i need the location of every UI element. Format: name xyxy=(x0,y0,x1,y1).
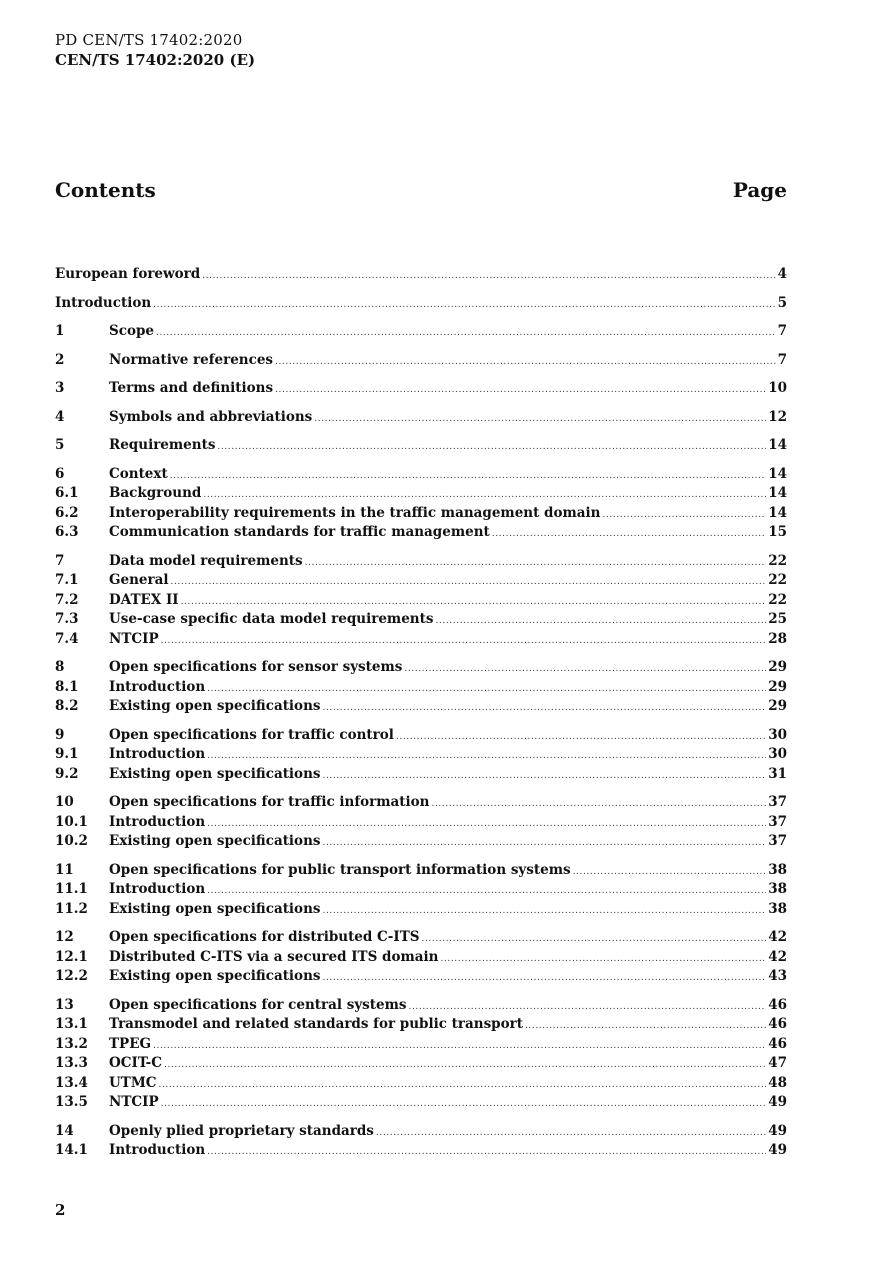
toc-entry[interactable] xyxy=(55,553,787,573)
toc-entry-title: Symbols and abbreviations xyxy=(109,408,313,425)
toc-entry[interactable] xyxy=(55,466,787,486)
toc-entry-number: 6.2 xyxy=(55,504,79,521)
toc-entry-number: 13.5 xyxy=(55,1094,88,1110)
toc-entry-title: Open specifications for distributed C-ITS xyxy=(109,929,420,945)
toc-leader-dots xyxy=(202,271,775,281)
toc-entry-title: Data model requirements xyxy=(109,552,303,569)
toc-entry-page: 25 xyxy=(768,611,787,627)
toc-leader-dots xyxy=(164,1060,766,1070)
toc-entry-number: 9.1 xyxy=(55,746,79,762)
toc-leader-dots xyxy=(207,1147,766,1157)
toc-entry-title: Introduction xyxy=(109,746,206,762)
toc-entry-title: Use-case specific data model requirements xyxy=(109,611,434,627)
toc-entry-number: 8 xyxy=(55,659,65,675)
toc-entry-number: 9 xyxy=(55,726,65,743)
toc-leader-dots xyxy=(181,597,767,607)
toc-leader-dots xyxy=(161,1099,767,1109)
toc-entry-page: 22 xyxy=(768,591,787,608)
toc-entry-number: 11.2 xyxy=(55,900,88,917)
toc-entry-title: Existing open specifications xyxy=(109,765,321,782)
toc-entry-page: 47 xyxy=(768,1055,787,1071)
toc-leader-dots xyxy=(159,1080,767,1090)
toc-entry-number: 5 xyxy=(55,437,65,453)
toc-leader-dots xyxy=(525,1021,766,1031)
toc-leader-dots xyxy=(305,558,767,568)
toc-entry-title: NTCIP xyxy=(109,630,159,647)
toc-leader-dots xyxy=(322,703,766,713)
toc-leader-dots xyxy=(275,385,766,395)
toc-leader-dots xyxy=(171,577,767,587)
toc-entry[interactable] xyxy=(55,679,787,699)
toc-entry-page: 38 xyxy=(768,881,787,897)
toc-entry-number: 13.3 xyxy=(55,1055,88,1071)
toc-entry-number: 6 xyxy=(55,465,65,482)
toc-entry[interactable] xyxy=(55,1016,787,1036)
toc-entry-title: Open specifications for sensor systems xyxy=(109,659,403,675)
toc-entry-page: 49 xyxy=(768,1122,787,1139)
toc-entry-page: 29 xyxy=(768,659,787,675)
toc-entry[interactable] xyxy=(55,766,787,786)
toc-entry[interactable] xyxy=(55,352,787,372)
toc-entry-title: Open specifications for central systems xyxy=(109,996,407,1013)
toc-leader-dots xyxy=(207,886,766,896)
toc-entry-page: 49 xyxy=(768,1142,787,1158)
toc-entry-page: 37 xyxy=(768,813,787,830)
toc-entry-page: 38 xyxy=(768,900,787,917)
toc-entry-number: 8.2 xyxy=(55,698,79,714)
toc-entry[interactable] xyxy=(55,794,787,814)
toc-leader-dots xyxy=(314,414,766,424)
toc-entry-number: 13.1 xyxy=(55,1016,88,1032)
toc-entry[interactable] xyxy=(55,631,787,651)
toc-entry-title: Existing open specifications xyxy=(109,900,321,917)
toc-entry-title: Existing open specifications xyxy=(109,968,321,984)
toc-entry-page: 30 xyxy=(768,746,787,762)
toc-entry-page: 12 xyxy=(768,408,787,425)
toc-leader-dots xyxy=(275,357,776,367)
toc-entry-title: Open specifications for traffic information xyxy=(109,794,430,810)
document-id-english: CEN/TS 17402:2020 (E) xyxy=(55,51,256,69)
toc-entry-page: 22 xyxy=(768,552,787,569)
toc-leader-dots xyxy=(404,664,766,674)
toc-entry[interactable] xyxy=(55,611,787,631)
toc-entry-page: 38 xyxy=(768,861,787,878)
toc-entry-title: Transmodel and related standards for public transport xyxy=(109,1016,523,1032)
toc-leader-dots xyxy=(408,1002,766,1012)
toc-entry-number: 14 xyxy=(55,1122,74,1139)
toc-entry[interactable] xyxy=(55,1142,787,1162)
toc-entry-page: 37 xyxy=(768,833,787,849)
toc-entry[interactable] xyxy=(55,485,787,505)
toc-entry[interactable] xyxy=(55,572,787,592)
toc-entry-page: 49 xyxy=(768,1094,787,1110)
toc-entry-title: UTMC xyxy=(109,1074,157,1091)
toc-entry-title: Open specifications for public transport information systems xyxy=(109,861,571,878)
toc-entry-page: 14 xyxy=(768,485,787,501)
toc-entry-title: Openly plied proprietary standards xyxy=(109,1122,374,1139)
toc-entry-page: 42 xyxy=(768,929,787,945)
toc-leader-dots xyxy=(322,838,766,848)
toc-entry[interactable] xyxy=(55,505,787,525)
toc-entry-title: Existing open specifications xyxy=(109,698,321,714)
toc-entry-number: 12 xyxy=(55,929,74,945)
toc-entry-number: 7.4 xyxy=(55,630,79,647)
toc-entry-title: General xyxy=(109,572,169,588)
toc-entry-number: 9.2 xyxy=(55,765,79,782)
toc-leader-dots xyxy=(573,867,767,877)
toc-entry-page: 42 xyxy=(768,948,787,965)
toc-entry-page: 37 xyxy=(768,794,787,810)
toc-entry[interactable] xyxy=(55,727,787,747)
toc-entry[interactable] xyxy=(55,901,787,921)
toc-entry[interactable] xyxy=(55,1075,787,1095)
toc-entry-title: Open specifications for traffic control xyxy=(109,726,394,743)
toc-entry-page: 30 xyxy=(768,726,787,743)
toc-entry-page: 14 xyxy=(768,504,787,521)
toc-entry[interactable] xyxy=(55,929,787,949)
toc-entry[interactable] xyxy=(55,592,787,612)
toc-entry-number: 13.4 xyxy=(55,1074,88,1091)
toc-entry[interactable] xyxy=(55,1055,787,1075)
toc-entry-number: 10 xyxy=(55,794,74,810)
toc-entry-number: 11.1 xyxy=(55,881,88,897)
toc-entry[interactable] xyxy=(55,266,787,286)
toc-entry[interactable] xyxy=(55,949,787,969)
toc-entry[interactable] xyxy=(55,323,787,343)
toc-entry-page: 10 xyxy=(768,380,787,396)
toc-entry-number: 7.1 xyxy=(55,572,79,588)
toc-entry-page: 46 xyxy=(768,1035,787,1052)
toc-entry-title: Background xyxy=(109,485,202,501)
toc-entry-title: Communication standards for traffic management xyxy=(109,524,490,540)
toc-entry-page: 31 xyxy=(768,765,787,782)
toc-leader-dots xyxy=(376,1128,766,1138)
toc-entry-page: 22 xyxy=(768,572,787,588)
toc-entry[interactable] xyxy=(55,380,787,400)
toc-entry-page: 29 xyxy=(768,678,787,695)
contents-heading-row xyxy=(55,178,787,202)
toc-entry[interactable] xyxy=(55,1094,787,1114)
toc-entry[interactable] xyxy=(55,968,787,988)
toc-entry-number: 14.1 xyxy=(55,1142,88,1158)
toc-entry-title: European foreword xyxy=(55,266,201,282)
toc-entry-page: 7 xyxy=(777,323,787,339)
toc-entry-page: 7 xyxy=(777,351,787,368)
toc-leader-dots xyxy=(161,636,767,646)
toc-entry[interactable] xyxy=(55,997,787,1017)
toc-entry[interactable] xyxy=(55,409,787,429)
toc-entry-title: Introduction xyxy=(109,678,206,695)
toc-entry-page: 28 xyxy=(768,630,787,647)
toc-entry-title: TPEG xyxy=(109,1035,152,1052)
toc-entry[interactable] xyxy=(55,746,787,766)
toc-entry-title: Introduction xyxy=(109,1142,206,1158)
toc-entry[interactable] xyxy=(55,881,787,901)
toc-leader-dots xyxy=(322,771,766,781)
toc-entry[interactable] xyxy=(55,862,787,882)
toc-entry-number: 7 xyxy=(55,552,65,569)
toc-leader-dots xyxy=(322,973,766,983)
toc-leader-dots xyxy=(440,954,766,964)
toc-leader-dots xyxy=(396,732,766,742)
toc-entry-title: Introduction xyxy=(55,294,152,311)
toc-entry-number: 2 xyxy=(55,351,65,368)
toc-entry[interactable] xyxy=(55,295,787,315)
toc-entry-page: 15 xyxy=(768,524,787,540)
table-of-contents xyxy=(55,266,787,1162)
toc-entry-number: 13.2 xyxy=(55,1035,88,1052)
toc-leader-dots xyxy=(217,442,766,452)
toc-entry-page: 46 xyxy=(768,996,787,1013)
toc-entry-number: 13 xyxy=(55,996,74,1013)
toc-entry-page: 48 xyxy=(768,1074,787,1091)
toc-entry-title: Terms and definitions xyxy=(109,380,274,396)
toc-leader-dots xyxy=(203,490,766,500)
toc-entry-page: 43 xyxy=(768,968,787,984)
document-id: PD CEN/TS 17402:2020 xyxy=(55,31,243,49)
toc-entry[interactable] xyxy=(55,524,787,544)
toc-entry[interactable] xyxy=(55,1036,787,1056)
toc-entry-number: 6.1 xyxy=(55,485,79,501)
toc-leader-dots xyxy=(435,616,766,626)
toc-entry-title: Requirements xyxy=(109,437,216,453)
toc-leader-dots xyxy=(422,934,767,944)
toc-entry-number: 1 xyxy=(55,323,65,339)
toc-entry-number: 10.1 xyxy=(55,813,88,830)
toc-entry-title: Existing open specifications xyxy=(109,833,321,849)
toc-leader-dots xyxy=(602,510,766,520)
toc-leader-dots xyxy=(431,799,766,809)
toc-entry-title: Context xyxy=(109,465,168,482)
toc-entry[interactable] xyxy=(55,698,787,718)
toc-entry-title: OCIT-C xyxy=(109,1055,162,1071)
toc-entry-page: 5 xyxy=(777,294,787,311)
toc-entry-number: 12.2 xyxy=(55,968,88,984)
toc-leader-dots xyxy=(207,684,766,694)
toc-entry-page: 4 xyxy=(777,266,787,282)
toc-leader-dots xyxy=(156,328,776,338)
toc-entry-title: Normative references xyxy=(109,351,274,368)
toc-entry[interactable] xyxy=(55,814,787,834)
toc-entry[interactable] xyxy=(55,833,787,853)
toc-entry-number: 10.2 xyxy=(55,833,88,849)
toc-entry-title: Introduction xyxy=(109,881,206,897)
page-column-label: Page xyxy=(732,178,787,202)
toc-entry-number: 7.2 xyxy=(55,591,79,608)
toc-entry-page: 46 xyxy=(768,1016,787,1032)
toc-entry-page: 14 xyxy=(768,465,787,482)
toc-entry-title: NTCIP xyxy=(109,1094,159,1110)
toc-leader-dots xyxy=(153,300,775,310)
toc-entry-number: 3 xyxy=(55,380,65,396)
toc-entry-title: Interoperability requirements in the traffic management domain xyxy=(109,504,601,521)
toc-entry-title: Scope xyxy=(109,323,155,339)
toc-entry[interactable] xyxy=(55,437,787,457)
toc-entry-number: 12.1 xyxy=(55,948,88,965)
toc-leader-dots xyxy=(170,471,767,481)
toc-entry[interactable] xyxy=(55,659,787,679)
toc-entry-number: 4 xyxy=(55,408,65,425)
toc-entry-number: 7.3 xyxy=(55,611,79,627)
toc-entry-number: 11 xyxy=(55,861,74,878)
toc-entry-title: Introduction xyxy=(109,813,206,830)
toc-entry-number: 8.1 xyxy=(55,678,79,695)
page-number: 2 xyxy=(55,1201,66,1219)
toc-entry-number: 6.3 xyxy=(55,524,79,540)
toc-leader-dots xyxy=(322,906,766,916)
toc-leader-dots xyxy=(153,1041,766,1051)
toc-entry-title: DATEX II xyxy=(109,591,179,608)
toc-entry-page: 29 xyxy=(768,698,787,714)
contents-title: Contents xyxy=(55,178,156,202)
toc-entry[interactable] xyxy=(55,1123,787,1143)
toc-leader-dots xyxy=(207,819,766,829)
toc-entry-page: 14 xyxy=(768,437,787,453)
toc-entry-title: Distributed C-ITS via a secured ITS domain xyxy=(109,948,439,965)
toc-leader-dots xyxy=(207,751,766,761)
toc-leader-dots xyxy=(492,529,766,539)
